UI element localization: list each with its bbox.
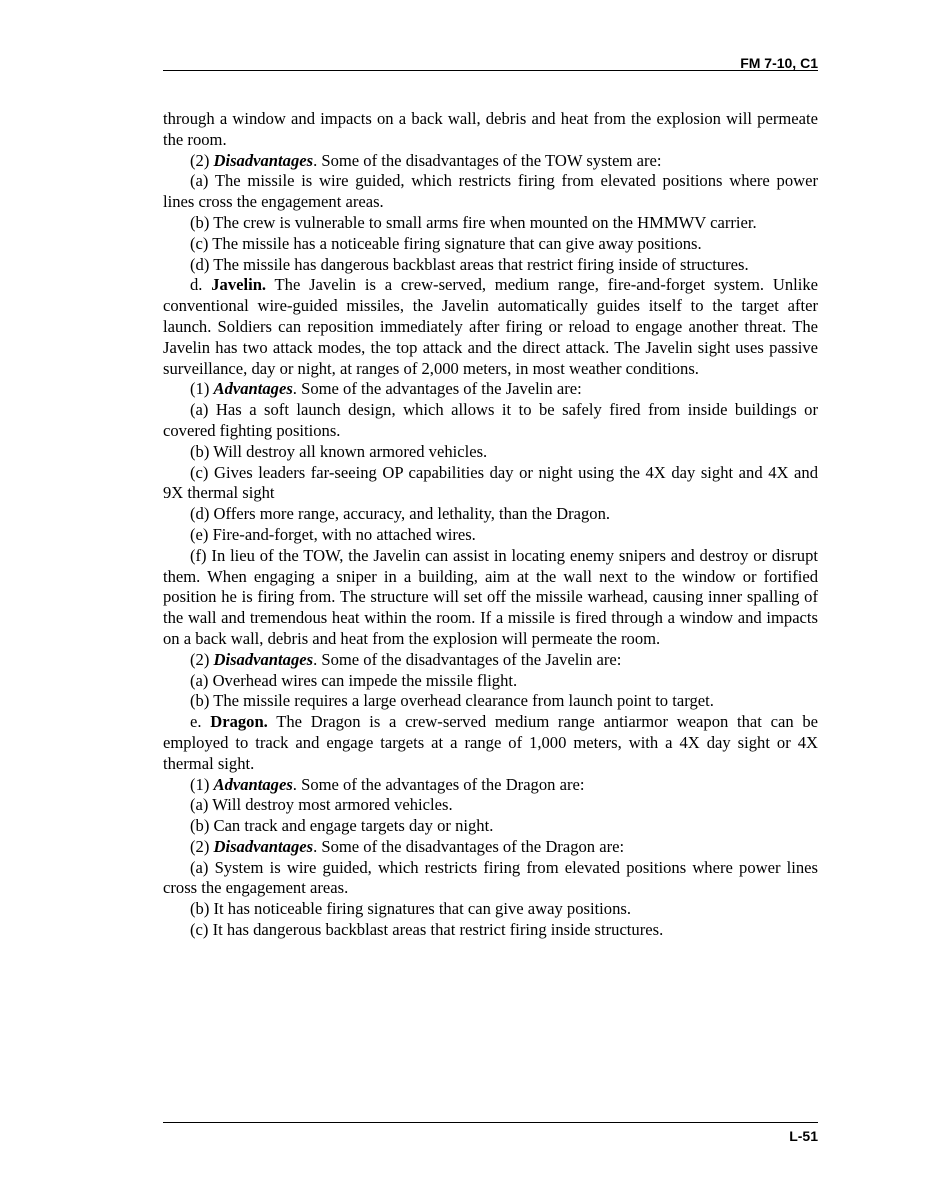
paragraph: (c) The missile has a noticeable firing signature that can give away positions. [190, 233, 702, 253]
term: Disadvantages [213, 836, 314, 856]
term: Dragon. [210, 712, 268, 732]
paragraph: (b) It has noticeable firing signatures that can give away positions. [190, 899, 631, 919]
paragraph: (2) Disadvantages. Some of the disadvantages of the Javelin are: [190, 649, 622, 669]
header-rule [163, 70, 818, 71]
term: Disadvantages [213, 150, 314, 170]
paragraph: (a) Overhead wires can impede the missile flight. [190, 670, 518, 690]
paragraph: (b) Will destroy all known armored vehicles. [190, 441, 488, 461]
paragraph: (b) The missile requires a large overhead clearance from launch point to target. [190, 691, 714, 711]
paragraph: (1) Advantages. Some of the advantages of the Dragon are: [190, 774, 585, 794]
paragraph: d. Javelin. The Javelin is a crew-served, medium range, fire-and-forget system. Unlike conventional wire-guided missiles, the Javelin automatically guides itself to the target after launch. Soldiers can reposition immediately after firing or reload to engage another threat. The Javelin has two attack modes, the top attack and the direct attack. The Javelin sight uses passive surveillance, day or night, at ranges of 2,000 meters, in most weather conditions. [163, 275, 818, 378]
paragraph: (2) Disadvantages. Some of the disadvantages of the TOW system are: [190, 150, 662, 170]
paragraph: (f) In lieu of the TOW, the Javelin can assist in locating enemy snipers and destroy or disrupt them. When engaging a sniper in a building, aim at the wall next to the window or fortified position he is firing from. The structure will set off the missile warhead, causing inner spalling of the wall and tremendous heat within the room. If a missile is fired through a window and impacts on a back wall, debris and heat from the explosion will permeate the room. [163, 545, 818, 648]
paragraph: through a window and impacts on a back wall, debris and heat from the explosion will permeate the room. [163, 109, 818, 149]
document-id-header: FM 7-10, C1 [740, 55, 818, 71]
paragraph: (e) Fire-and-forget, with no attached wires. [190, 524, 476, 544]
paragraph: (2) Disadvantages. Some of the disadvantages of the Dragon are: [190, 836, 625, 856]
paragraph: e. Dragon. The Dragon is a crew-served medium range antiarmor weapon that can be employed to track and engage targets at a range of 1,000 meters, with a 4X day sight or 4X thermal sight. [163, 712, 818, 773]
paragraph: (c) Gives leaders far-seeing OP capabilities day or night using the 4X day sight and 4X and 9X thermal sight [163, 462, 818, 503]
paragraph: (a) System is wire guided, which restricts firing from elevated positions where power lines cross the engagement areas. [163, 857, 818, 898]
term: Disadvantages [213, 649, 314, 669]
paragraph: (a) Has a soft launch design, which allows it to be safely fired from inside buildings or covered fighting positions. [163, 400, 818, 440]
term: Javelin. [211, 275, 267, 295]
term: Advantages [213, 379, 293, 399]
paragraph: (a) The missile is wire guided, which restricts firing from elevated positions where power lines cross the engagement areas. [163, 171, 818, 212]
paragraph: (b) The crew is vulnerable to small arms fire when mounted on the HMMWV carrier. [190, 212, 757, 232]
paragraph: (d) The missile has dangerous backblast areas that restrict firing inside of structures. [190, 254, 749, 274]
body-text [163, 109, 818, 941]
paragraph: (c) It has dangerous backblast areas that restrict firing inside structures. [190, 920, 664, 940]
footer-rule [163, 1122, 818, 1123]
term: Advantages [213, 774, 293, 794]
paragraph: (d) Offers more range, accuracy, and lethality, than the Dragon. [190, 504, 611, 524]
paragraph: (b) Can track and engage targets day or night. [190, 816, 494, 836]
paragraph: (a) Will destroy most armored vehicles. [190, 795, 453, 815]
paragraph: (1) Advantages. Some of the advantages of the Javelin are: [190, 379, 582, 399]
page-number: L-51 [789, 1128, 818, 1144]
